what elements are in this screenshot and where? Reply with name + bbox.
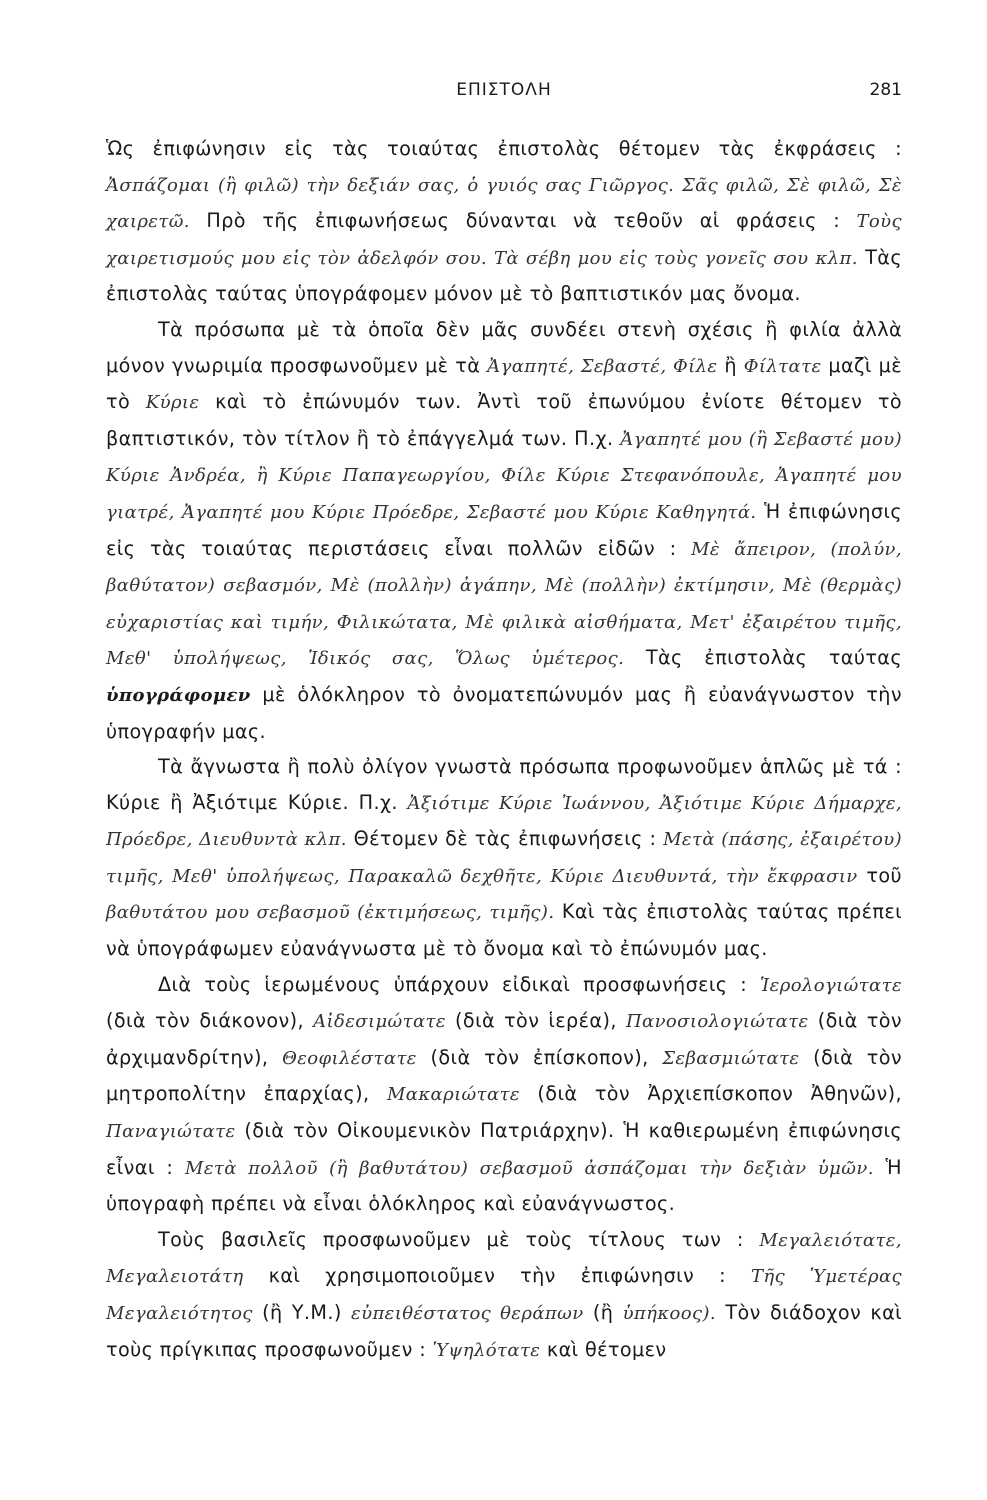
- text-run: (διὰ τὸν Ἀρχιεπίσκοπον Ἀθηνῶν),: [519, 1082, 902, 1106]
- italic-run: Μακαριώτατε: [386, 1084, 520, 1106]
- text-run: Καὶ τὰς ἐπιστολὰς ταύτας πρέπει νὰ ὑπογράφωμεν εὐανάγνωστα μὲ τὸ ὄνομα καὶ τὸ ἐπώνυμόν μας.: [106, 900, 902, 961]
- text-run: τοῦ: [857, 863, 902, 887]
- body-text: [106, 131, 902, 1368]
- italic-run: ὑπήκοος).: [622, 1303, 717, 1324]
- italic-run: Ἀξιότιμε Κύριε Ἰωάννου, Ἀξιότιμε Κύριε Δήμαρχε, Πρόεδρε, Διευθυντὰ κλπ.: [106, 792, 903, 851]
- text-run: Τοὺς βασιλεῖς προσφωνοῦμεν μὲ τοὺς τίτλους των :: [158, 1227, 760, 1251]
- text-run: (διὰ τὸν ἱερέα),: [445, 1009, 626, 1033]
- emphasis-run: ὑπογράφομεν: [106, 684, 251, 706]
- text-run: καὶ θέτομεν: [540, 1337, 667, 1361]
- italic-run: Μετὰ (πάσης, ἐξαιρέτου) τιμῆς, Μεθ' ὑπολήψεως, Παρακαλῶ δεχθῆτε, Κύριε Διευθυντά, τὴν ἔκφρασιν: [106, 829, 903, 887]
- text-run: Διὰ τοὺς ἱερωμένους ὑπάρχουν εἰδικαὶ προσφωνήσεις :: [158, 972, 761, 996]
- italic-run: Τοὺς χαιρετισμούς μου εἰς τὸν ἀδελφόν σου. Τὰ σέβη μου εἰς τοὺς γονεῖς σου κλπ.: [106, 211, 902, 269]
- italic-run: Φίλτατε: [743, 355, 822, 377]
- italic-run: Θεοφιλέστατε: [282, 1047, 417, 1069]
- text-run: Θέτομεν δὲ τὰς ἐπιφωνήσεις :: [346, 827, 664, 851]
- italic-run: εὐπειθέστατος θεράπων: [351, 1303, 584, 1324]
- text-run: Ὡς ἐπιφώνησιν εἰς τὰς τοιαύτας ἐπιστολὰς θέτομεν τὰς ἐκφράσεις :: [106, 137, 902, 160]
- text-run: (διὰ τὸν Οἰκουμενικὸν Πατριάρχην). Ἡ καθιερωμένη ἐπιφώνησις εἶναι :: [106, 1119, 902, 1179]
- text-run: Τὰς ἐπιστολὰς ταύτας: [624, 646, 903, 670]
- text-run: (διὰ τὸν ἐπίσκοπον),: [416, 1045, 663, 1069]
- italic-run: Πανοσιολογιώτατε: [625, 1011, 809, 1033]
- italic-run: Σεβασμιώτατε: [662, 1047, 800, 1069]
- text-run: Τὰ πρόσωπα μὲ τὰ ὁποῖα δὲν μᾶς συνδέει στενὴ σχέσις ἢ φιλία ἀλλὰ μόνον γνωριμία προσφωνοῦμεν μὲ τὰ: [106, 317, 902, 377]
- paragraph: [106, 1222, 902, 1368]
- paragraph: [106, 312, 902, 749]
- italic-run: Αἰδεσιμώτατε: [313, 1011, 446, 1033]
- italic-run: Ἀγαπητέ, Σεβαστέ, Φίλε: [487, 355, 718, 377]
- italic-run: Κύριε: [145, 392, 200, 414]
- text-run: μὲ ὁλόκληρον τὸ ὀνοματεπώνυμόν μας ἢ εὐανάγνωστον τὴν ὑπογραφήν μας.: [106, 682, 902, 743]
- text-run: (ἢ Υ.Μ.): [252, 1301, 352, 1324]
- text-run: καὶ τὸ ἐπώνυμόν των. Ἀντὶ τοῦ ἐπωνύμου ἐνίοτε θέτομεν τὸ βαπτιστικόν, τὸν τίτλον ἢ τὸ ἐπάγγελμά των. Π.χ.: [106, 390, 902, 450]
- paragraph: [106, 131, 902, 312]
- text-run: καὶ χρησιμοποιοῦμεν τὴν ἐπιφώνησιν :: [243, 1264, 752, 1288]
- text-run: ἢ: [717, 353, 744, 377]
- italic-run: Ὑψηλότατε: [432, 1339, 541, 1361]
- text-run: μαζὶ μὲ τὸ: [106, 353, 902, 414]
- text-run: (ἢ: [583, 1301, 623, 1324]
- italic-run: Μετὰ πολλοῦ (ἢ βαθυτάτου) σεβασμοῦ ἀσπάζομαι τὴν δεξιὰν ὑμῶν.: [185, 1157, 874, 1179]
- paragraph: [106, 967, 902, 1222]
- paragraph: [106, 749, 902, 967]
- text-run: Ἡ ἐπιφώνησις εἰς τὰς τοιαύτας περιστάσεις εἶναι πολλῶν εἰδῶν :: [106, 499, 902, 560]
- italic-run: Μὲ ἄπειρον, (πολύν, βαθύτατον) σεβασμόν, Μὲ (πολλὴν) ἀγάπην, Μὲ (πολλὴν) ἐκτίμησιν, Μὲ (θερμὰς) εὐχαριστίας καὶ τιμήν, Φιλικώτατα, Μὲ φιλικὰ αἰσθήματα, Μετ' ἐξαιρέτου τιμῆς, Μεθ' ὑπολήψεως, Ἰδικός σας, Ὅλως ὑμέτερος.: [106, 538, 902, 670]
- text-run: Τὰς ἐπιστολὰς ταύτας ὑπογράφομεν μόνον μὲ τὸ βαπτιστικόν μας ὄνομα.: [106, 245, 902, 306]
- italic-run: Τῆς Ὑμετέρας Μεγαλειότητος: [106, 1266, 902, 1324]
- italic-run: Μεγαλειότατε, Μεγαλειοτάτη: [106, 1229, 902, 1288]
- text-run: (διὰ τὸν ἀρχιμανδρίτην),: [106, 1009, 902, 1069]
- page-header: [106, 80, 902, 110]
- text-run: Τὰ ἄγνωστα ἢ πολὺ ὀλίγον γνωστὰ πρόσωπα προφωνοῦμεν ἁπλῶς μὲ τά : Κύριε ἢ Ἀξιότιμε Κύριε. Π.χ.: [106, 755, 902, 814]
- page-number: 281: [869, 80, 902, 100]
- text-run: Ἡ ὑπογραφὴ πρέπει νὰ εἶναι ὁλόκληρος καὶ εὐανάγνωστος.: [106, 1155, 902, 1216]
- text-run: Τὸν διάδοχον καὶ τοὺς πρίγκιπας προσφωνοῦμεν :: [106, 1301, 903, 1361]
- italic-run: Παναγιώτατε: [106, 1121, 236, 1143]
- text-run: (διὰ τὸν μητροπολίτην ἐπαρχίας),: [106, 1045, 902, 1106]
- italic-run: Ἀγαπητέ μου (ἢ Σεβαστέ μου) Κύριε Ἀνδρέα, ἢ Κύριε Παπαγεωργίου, Φίλε Κύριε Στεφανόπουλε, Ἀγαπητέ μου γιατρέ, Ἀγαπητέ μου Κύριε Πρόεδρε, Σεβαστέ μου Κύριε Καθηγητά.: [106, 428, 902, 523]
- running-title: ΕΠΙΣΤΟΛΗ: [456, 80, 552, 100]
- text-run: (διὰ τὸν διάκονον),: [106, 1009, 314, 1033]
- italic-run: βαθυτάτου μου σεβασμοῦ (ἐκτιμήσεως, τιμῆς).: [106, 902, 555, 924]
- italic-run: Ἀσπάζομαι (ἢ φιλῶ) τὴν δεξιάν σας, ὁ γυιός σας Γιῶργος. Σᾶς φιλῶ, Σὲ φιλῶ, Σὲ χαιρετῶ.: [106, 174, 902, 233]
- italic-run: Ἱερολογιώτατε: [760, 974, 902, 996]
- text-run: Πρὸ τῆς ἐπιφωνήσεως δύνανται νὰ τεθοῦν αἱ φράσεις :: [189, 209, 857, 233]
